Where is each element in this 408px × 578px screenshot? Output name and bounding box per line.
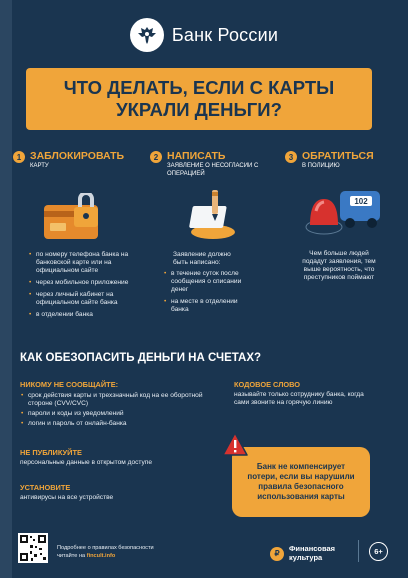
double-headed-eagle-icon xyxy=(130,18,164,52)
code-word-title: КОДОВОЕ СЛОВО xyxy=(234,380,301,389)
step-1-list xyxy=(28,251,156,323)
code-word-text: называйте только сотруднику банка, когда сами звоните на горячую линию xyxy=(234,391,364,406)
dont-publish-block xyxy=(20,448,205,467)
fincult-link[interactable]: fincult.info xyxy=(86,553,116,559)
step-2-intro: Заявление должно быть написано: xyxy=(173,251,231,266)
step-title: ЗАБЛОКИРОВАТЬ xyxy=(30,150,125,162)
never-tell-title: НИКОМУ НЕ СООБЩАЙТЕ: xyxy=(20,380,119,389)
more-info-prefix: читайте на xyxy=(57,553,87,559)
step-number: 2 xyxy=(150,151,162,163)
title-box xyxy=(26,68,372,130)
dont-publish-text: персональные данные в открытом доступе xyxy=(20,459,153,466)
bank-logo xyxy=(130,18,278,52)
install-title: УСТАНОВИТЕ xyxy=(20,483,71,492)
step-number: 1 xyxy=(13,151,25,163)
police-siren-car-icon xyxy=(304,185,384,242)
step-2 xyxy=(150,150,266,178)
ruble-icon: ₽ xyxy=(270,547,284,561)
install-block xyxy=(20,483,205,502)
step-title: НАПИСАТЬ xyxy=(167,150,226,162)
warning-triangle-icon xyxy=(222,432,248,456)
more-info-text xyxy=(57,544,154,560)
list-item: • в течение суток после сообщения о списании денег xyxy=(163,270,253,294)
never-tell-list xyxy=(20,392,205,428)
more-info-line: Подробнее о правилах безопасности xyxy=(57,545,154,551)
list-item: • пароли и коды из уведомлений xyxy=(20,410,205,418)
step-title: ОБРАТИТЬСЯ xyxy=(302,150,374,162)
warning-box: Банк не компенсирует потери, если вы нарушили правила безопасного использования карты xyxy=(232,447,370,517)
step-subtitle: В ПОЛИЦИЮ xyxy=(302,163,340,169)
step-subtitle: ЗАЯВЛЕНИЕ О НЕСОГЛАСИИ С ОПЕРАЦИЕЙ xyxy=(167,163,259,177)
list-item: • по номеру телефона банка на банковской карте или на официальном сайте xyxy=(28,251,156,275)
step-2-list xyxy=(163,270,253,318)
never-tell-block xyxy=(20,380,205,430)
step-3 xyxy=(285,150,401,171)
bank-name: Банк России xyxy=(171,24,279,45)
step-number: 3 xyxy=(285,151,297,163)
paper-edge xyxy=(0,0,12,578)
qr-code-icon[interactable] xyxy=(18,533,48,563)
code-word-block xyxy=(234,380,374,407)
list-item: • через личный кабинет на официальном сайте банка xyxy=(28,291,156,307)
list-item: • на месте в отделении банка xyxy=(163,298,253,314)
section-title: КАК ОБЕЗОПАСИТЬ ДЕНЬГИ НА СЧЕТАХ? xyxy=(20,352,262,364)
step-3-text: Чем больше людей подадут заявления, тем выше вероятность, что преступников поймают xyxy=(302,250,376,281)
document-pen-icon xyxy=(186,188,240,245)
financial-culture-label: Финансовая культура xyxy=(289,544,336,562)
page-title: ЧТО ДЕЛАТЬ, ЕСЛИ С КАРТЫ УКРАЛИ ДЕНЬГИ? xyxy=(63,77,335,120)
step-subtitle: КАРТУ xyxy=(30,163,49,169)
list-item: • через мобильное приложение xyxy=(28,279,156,287)
age-rating-badge: 6+ xyxy=(369,542,388,561)
list-item: • в отделении банка xyxy=(28,311,156,319)
dont-publish-title: НЕ ПУБЛИКУЙТЕ xyxy=(20,448,82,457)
financial-culture-logo xyxy=(270,545,335,562)
footer-divider xyxy=(358,540,359,562)
header xyxy=(0,18,408,53)
list-item: • логин и пароль от онлайн-банка xyxy=(20,420,205,428)
install-text: антивирусы на все устройстве xyxy=(20,494,114,501)
step-1 xyxy=(13,150,129,171)
bank-card-lock-icon xyxy=(42,193,106,246)
list-item: • срок действия карты и трехзначный код на ее оборотной стороне (CVV/CVC) xyxy=(20,392,205,408)
police-number-badge: 102 xyxy=(354,197,368,206)
